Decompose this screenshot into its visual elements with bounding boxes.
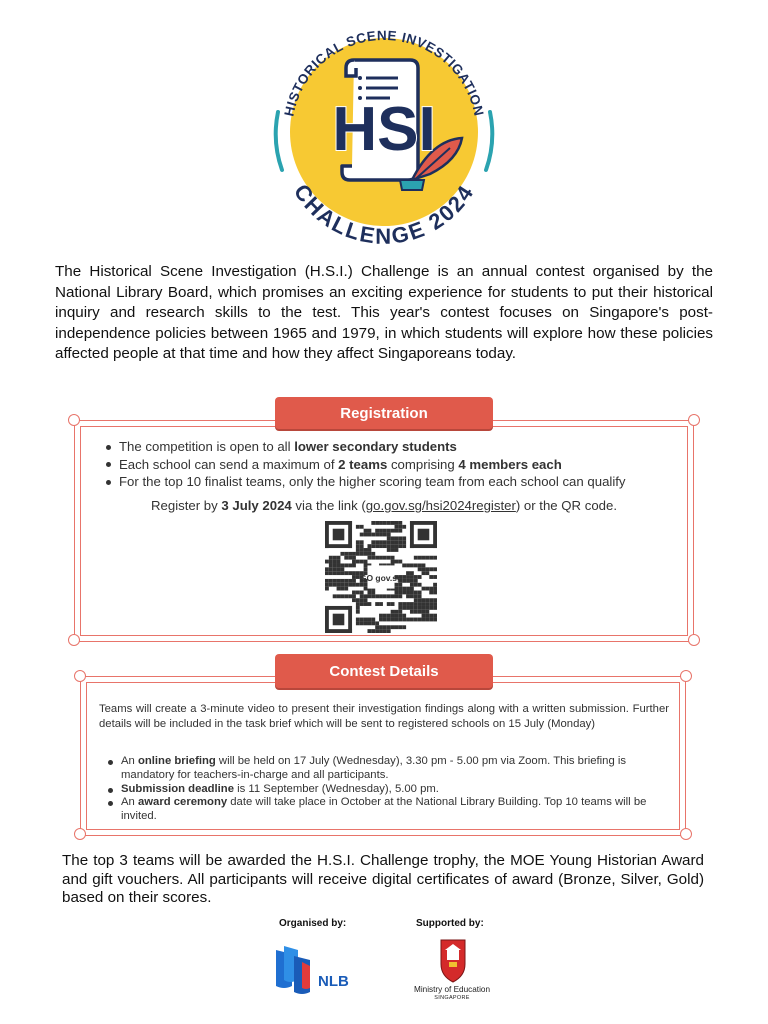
- svg-text:HISTORICAL SCENE INVESTIGATION: HISTORICAL SCENE INVESTIGATION: [281, 27, 487, 118]
- organised-by-label: Organised by:: [279, 918, 347, 929]
- list-item: Each school can send a maximum of 2 teams comprising 4 members each: [103, 456, 703, 474]
- contest-details-header: Contest Details: [275, 654, 493, 688]
- moe-crest-logo: [405, 936, 501, 986]
- awards-paragraph: The top 3 teams will be awarded the H.S.I. Challenge trophy, the MOE Young Historian Award and gift vouchers. All participants will receive digital certificates of award (Bronze, Silver, Gold) based on their scores.: [62, 852, 704, 906]
- registration-header: Registration: [275, 397, 493, 429]
- hsi-challenge-logo: [262, 20, 506, 250]
- nlb-logo: [272, 942, 358, 998]
- list-item: The competition is open to all lower secondary students: [103, 438, 703, 456]
- supported-by-label: Supported by:: [416, 918, 484, 929]
- list-item: An award ceremony date will take place in October at the National Library Building. Top 10 teams will be invited.: [105, 796, 671, 824]
- contest-list: [105, 755, 671, 824]
- svg-text:NLB: NLB: [318, 973, 349, 990]
- list-item: Submission deadline is 11 September (Wednesday), 5.00 pm.: [105, 783, 671, 797]
- registration-qr-code[interactable]: [325, 521, 437, 633]
- intro-paragraph: The Historical Scene Investigation (H.S.I.) Challenge is an annual contest organised by the National Library Board, which promises an exciting experience for students to put their historical inquiry and research skills to the test. This year's contest focuses on Singapore's post-independence policies between 1965 and 1979, in which students will explore how these policies affected people at that time and how they affect Singaporeans today.: [55, 263, 713, 362]
- list-item: For the top 10 finalist teams, only the higher scoring team from each school can qualify: [103, 473, 703, 491]
- svg-text:HSI: HSI: [332, 95, 436, 164]
- register-instruction: Register by 3 July 2024 via the link (go.gov.sg/hsi2024register) or the QR code.: [151, 498, 617, 513]
- svg-text:CHALLENGE 2024: CHALLENGE 2024: [288, 179, 480, 249]
- registration-link[interactable]: go.gov.sg/hsi2024register: [365, 498, 516, 513]
- svg-text:GO gov.sg: GO gov.sg: [359, 573, 403, 584]
- moe-name: Ministry of Education SINGAPORE: [414, 985, 490, 1001]
- contest-paragraph: Teams will create a 3-minute video to present their investigation findings along with a written submission. Further details will be included in the task brief which will be sent to registered schools on 15 July (Monday): [99, 703, 669, 730]
- list-item: An online briefing will be held on 17 July (Wednesday), 3.30 pm - 5.00 pm via Zoom. This briefing is mandatory for teachers-in-charge and all participants.: [105, 755, 671, 783]
- registration-list: [103, 438, 703, 491]
